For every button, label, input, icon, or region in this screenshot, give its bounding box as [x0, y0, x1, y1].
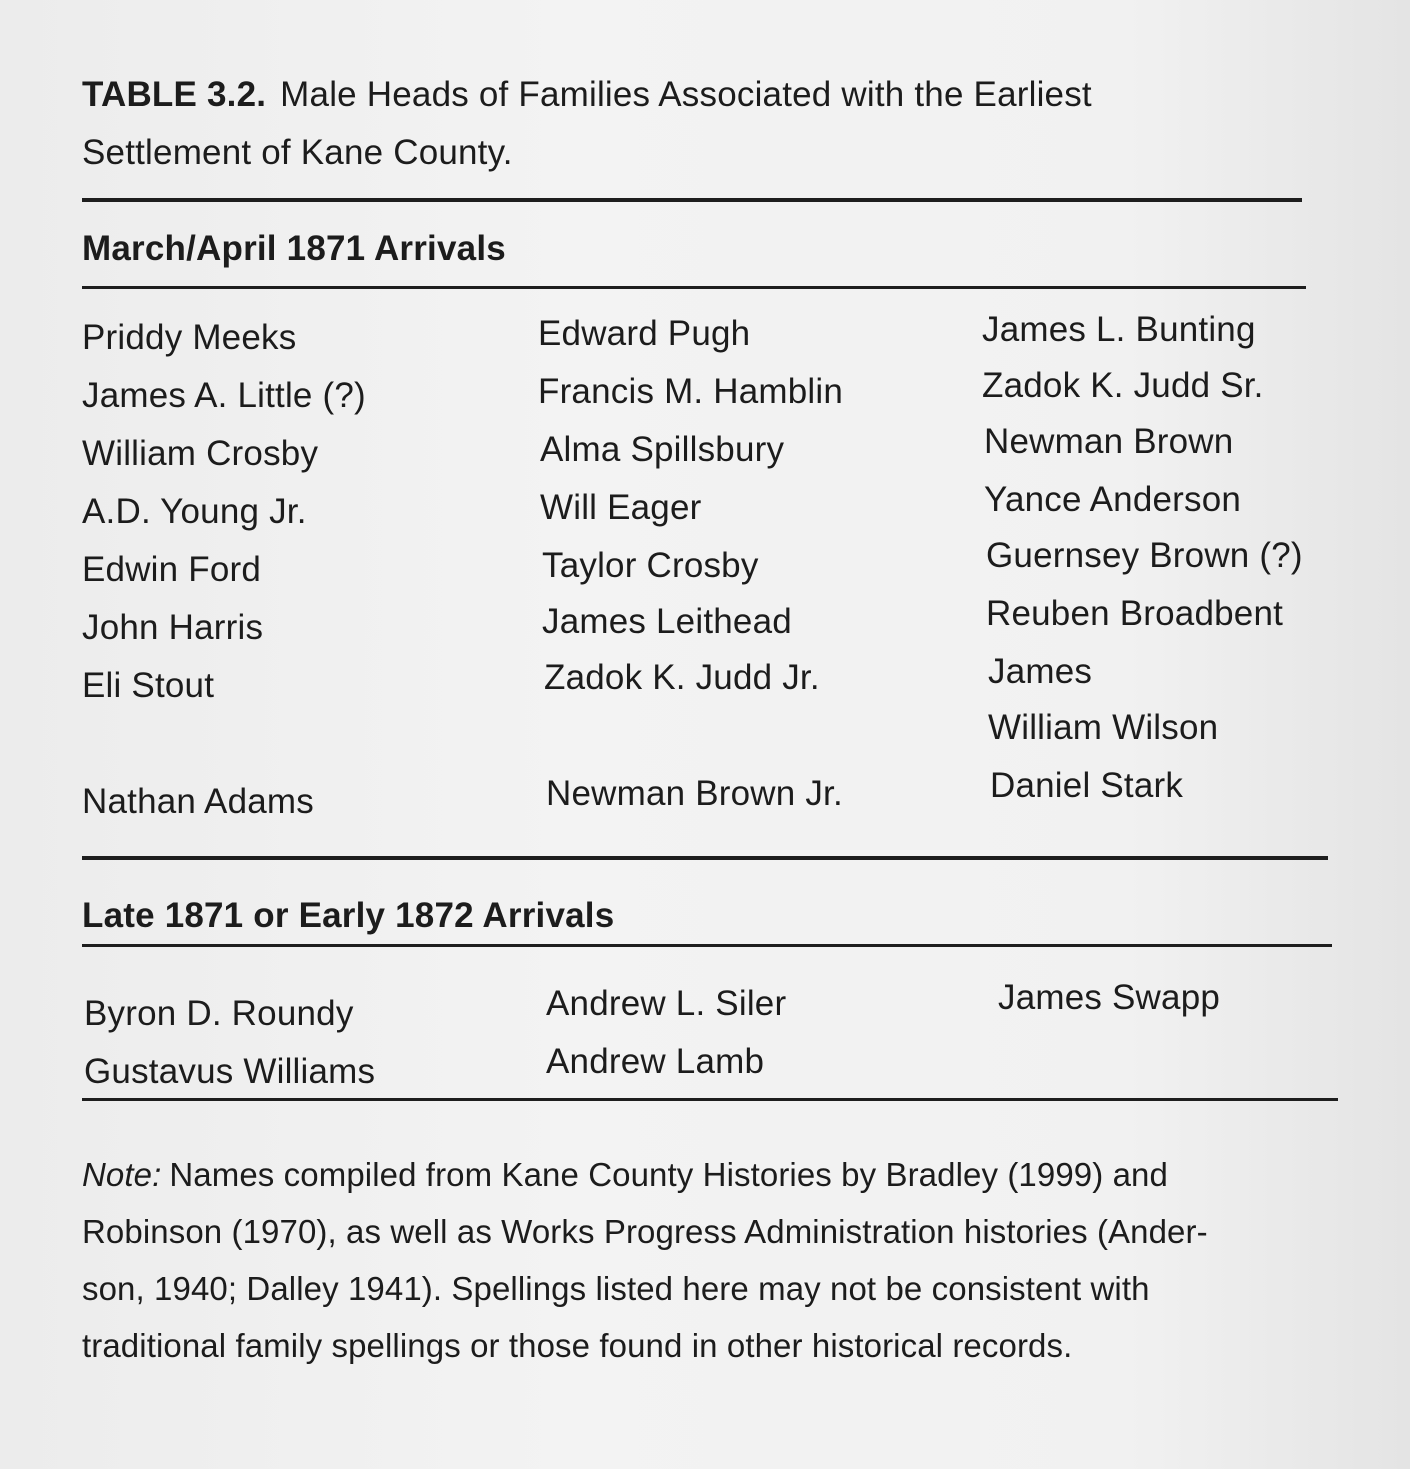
- table-cell: Edward Pugh: [538, 314, 751, 353]
- table-cell: Zadok K. Judd Sr.: [982, 366, 1264, 405]
- bottom-rule: [82, 1098, 1338, 1101]
- caption-line-1: [82, 66, 1282, 124]
- table-cell: Will Eager: [540, 488, 702, 527]
- table-cell: James: [988, 652, 1093, 691]
- table-cell: Newman Brown: [984, 422, 1234, 461]
- section-1-head-rule: [82, 286, 1306, 289]
- caption-title-line-2: Settlement of Kane County.: [82, 133, 513, 172]
- note-text-line-1: Names compiled from Kane County Histories by Bradley (1999) and: [169, 1156, 1168, 1193]
- section-heading-late-1871-early-1872: Late 1871 or Early 1872 Arrivals: [82, 896, 615, 935]
- section-2-head-rule: [82, 944, 1332, 947]
- table-cell: Gustavus Williams: [84, 1052, 376, 1091]
- table-cell: Francis M. Hamblin: [538, 372, 844, 411]
- note-text-line-4: traditional family spellings or those found in other historical records.: [82, 1327, 1073, 1364]
- table-cell: Nathan Adams: [82, 782, 314, 821]
- table-cell: A.D. Young Jr.: [82, 492, 307, 531]
- note-label: Note:: [82, 1156, 162, 1193]
- table-cell: Alma Spillsbury: [540, 430, 785, 469]
- table-cell: Byron D. Roundy: [84, 994, 354, 1033]
- section-divider-rule: [82, 856, 1328, 860]
- table-cell: Yance Anderson: [984, 480, 1242, 519]
- table-cell: Taylor Crosby: [542, 546, 759, 585]
- table-cell: James A. Little (?): [82, 376, 366, 415]
- table-cell: Andrew L. Siler: [546, 984, 787, 1023]
- table-cell: Newman Brown Jr.: [546, 774, 843, 813]
- table-note: [82, 1146, 1332, 1374]
- table-cell: Eli Stout: [82, 666, 215, 705]
- table-cell: Zadok K. Judd Jr.: [544, 658, 820, 697]
- section-heading-march-april-1871: March/April 1871 Arrivals: [82, 229, 506, 268]
- table-cell: John Harris: [82, 608, 264, 647]
- note-text-line-2: Robinson (1970), as well as Works Progress Administration histories (Ander-: [82, 1213, 1208, 1250]
- table-cell: William Wilson: [988, 708, 1219, 747]
- table-cell: James Swapp: [998, 978, 1221, 1017]
- table-cell: James Leithead: [542, 602, 792, 641]
- table-cell: Guernsey Brown (?): [986, 536, 1303, 575]
- note-line-1: [82, 1146, 1332, 1203]
- table-caption: [82, 66, 1282, 182]
- table-cell: William Crosby: [82, 434, 319, 473]
- caption-title-line-1: Male Heads of Families Associated with the Earliest: [280, 75, 1092, 114]
- table-cell: Daniel Stark: [990, 766, 1184, 805]
- table-cell: Reuben Broadbent: [986, 594, 1284, 633]
- note-text-line-3: son, 1940; Dalley 1941). Spellings listed here may not be consistent with: [82, 1270, 1150, 1307]
- table-cell: Andrew Lamb: [546, 1042, 765, 1081]
- table-cell: James L. Bunting: [982, 310, 1256, 349]
- table-label: TABLE 3.2.: [82, 75, 267, 114]
- table-cell: Edwin Ford: [82, 550, 262, 589]
- top-rule: [82, 198, 1302, 202]
- table-cell: Priddy Meeks: [82, 318, 297, 357]
